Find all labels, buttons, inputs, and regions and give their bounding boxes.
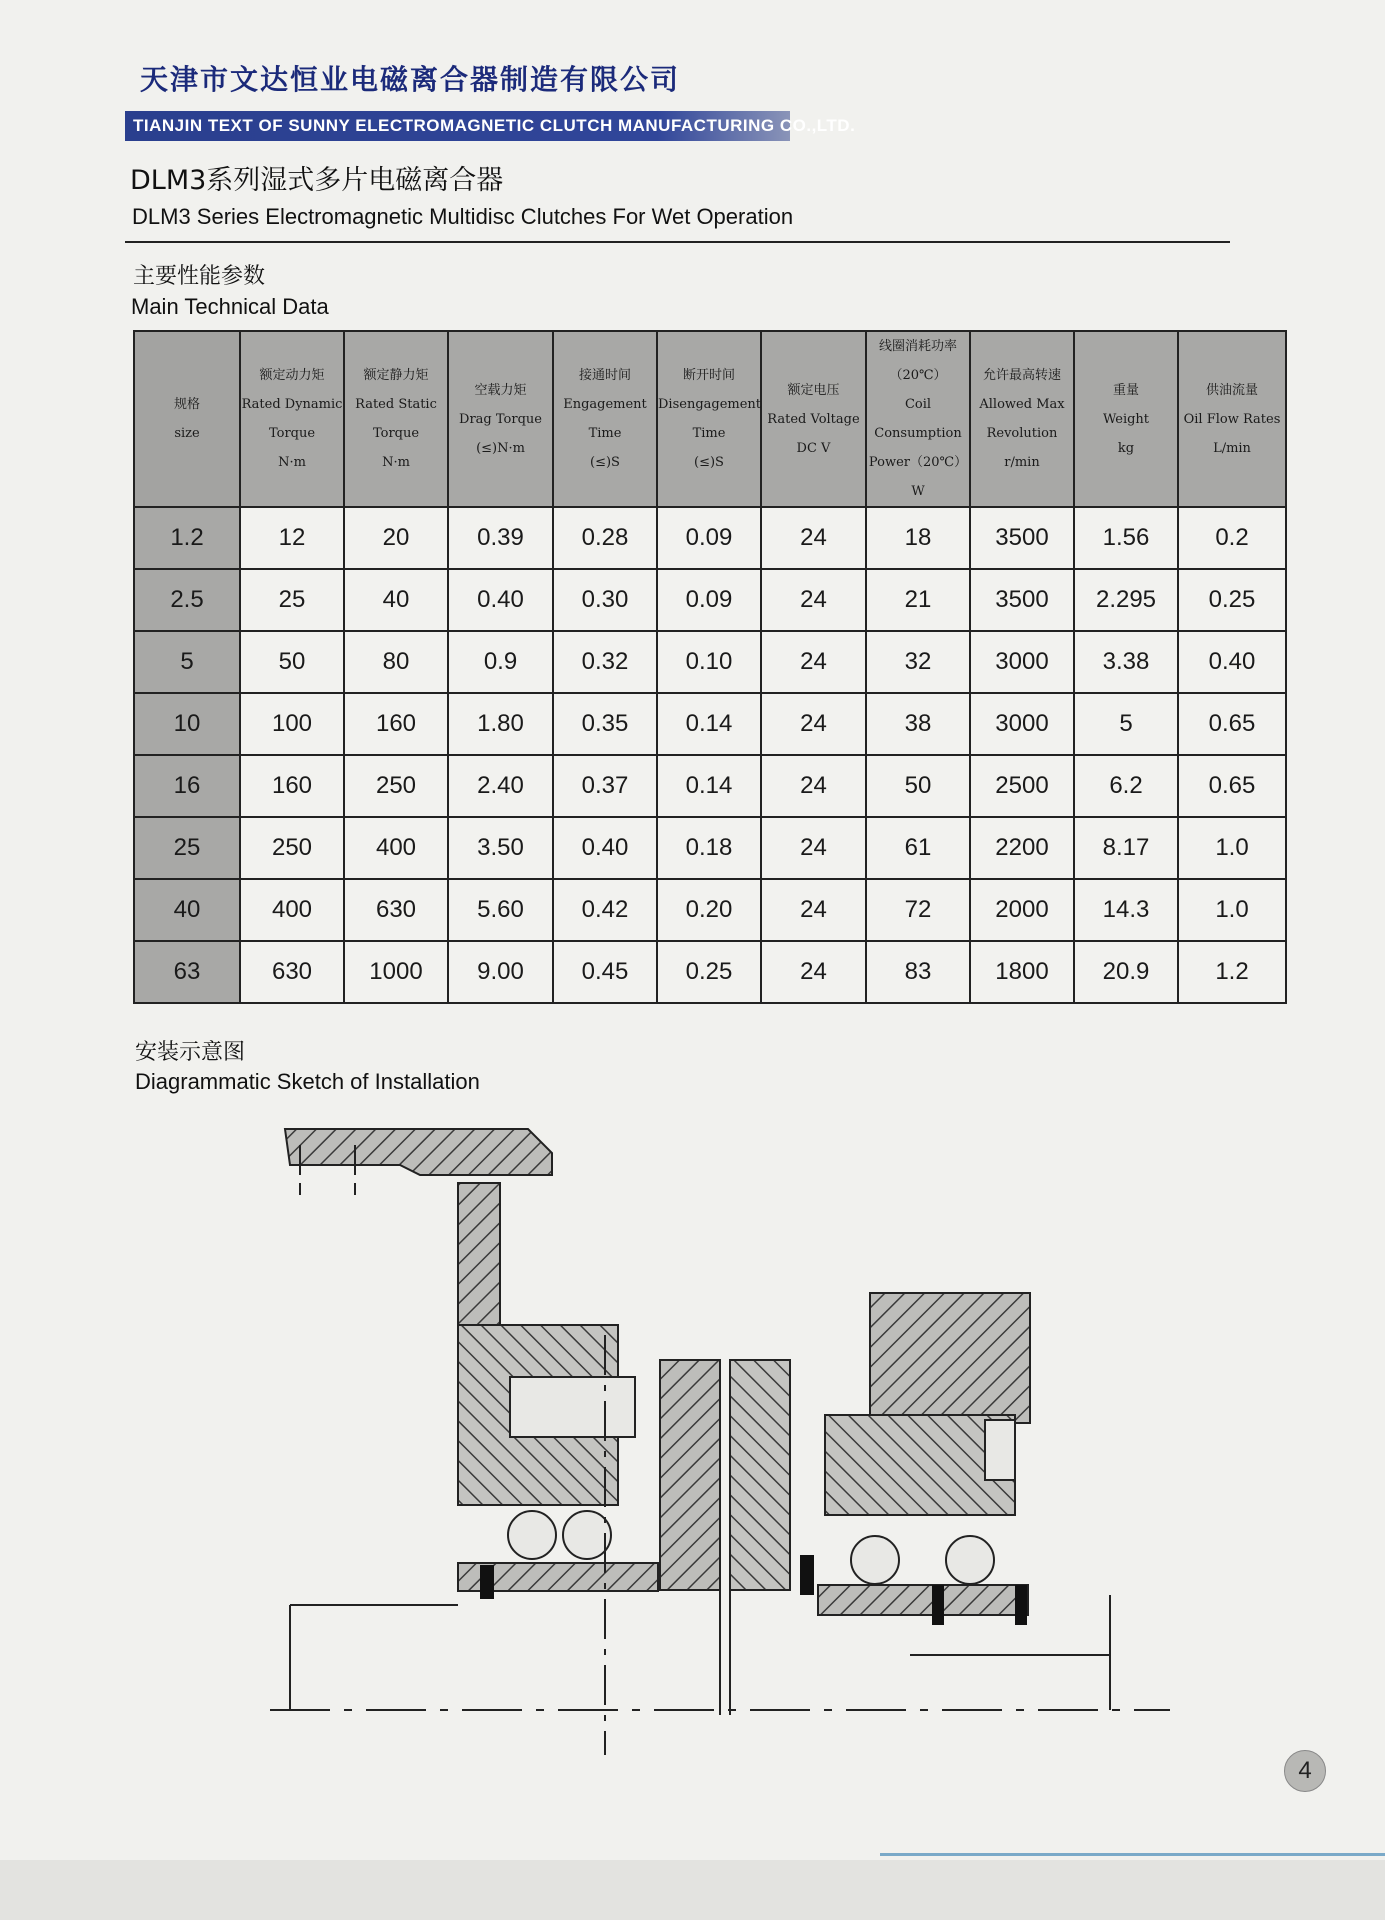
header-unit: DC V <box>796 440 831 456</box>
table-cell: 2000 <box>970 879 1074 941</box>
table-cell: 20.9 <box>1074 941 1178 1003</box>
header-en: Disengagement Time <box>658 397 762 441</box>
table-cell: 1.0 <box>1178 817 1286 879</box>
header-cn: 重量 <box>1112 382 1139 398</box>
header-unit: (≤)S <box>694 455 724 470</box>
table-cell: 61 <box>866 817 970 879</box>
table-cell: 0.25 <box>1178 569 1286 631</box>
table-row <box>134 817 1286 879</box>
header-en: Oil Flow Rates <box>1183 411 1281 427</box>
table-cell: 3500 <box>970 569 1074 631</box>
table-cell: 9.00 <box>448 941 553 1003</box>
table-cell: 40 <box>344 569 448 631</box>
table-cell: 32 <box>866 631 970 693</box>
table-cell: 1800 <box>970 941 1074 1003</box>
table-cell: 14.3 <box>1074 879 1178 941</box>
table-cell: 24 <box>761 817 866 879</box>
table-cell: 5 <box>1074 693 1178 755</box>
installation-heading-en: Diagrammatic Sketch of Installation <box>135 1069 480 1094</box>
table-header-cell <box>134 331 240 507</box>
header-cn: 断开时间 <box>682 368 735 383</box>
header-unit: L/min <box>1213 440 1251 456</box>
header-unit: (≤)N·m <box>476 440 525 456</box>
table-row <box>134 631 1286 693</box>
table-cell: 0.45 <box>553 941 657 1003</box>
header-cn: 规格 <box>173 397 200 412</box>
table-header-cell <box>866 331 970 507</box>
table-cell: 72 <box>866 879 970 941</box>
table-cell: 3.38 <box>1074 631 1178 693</box>
table-cell: 1.56 <box>1074 507 1178 569</box>
table-cell: 12 <box>240 507 344 569</box>
table-header-cell <box>1178 331 1286 507</box>
table-header-cell <box>553 331 657 507</box>
table-cell: 83 <box>866 941 970 1003</box>
header-en: Rated Static Torque <box>355 397 437 441</box>
header-cn: 线圈消耗功率（20℃） <box>878 339 957 383</box>
table-cell: 24 <box>761 631 866 693</box>
table-cell: 6.2 <box>1074 755 1178 817</box>
table-cell: 50 <box>240 631 344 693</box>
table-cell: 0.25 <box>657 941 761 1003</box>
size-cell: 40 <box>134 879 240 941</box>
table-cell: 1.2 <box>1178 941 1286 1003</box>
table-cell: 0.30 <box>553 569 657 631</box>
company-name-cn: 天津市文达恒业电磁离合器制造有限公司 <box>140 63 681 96</box>
header-unit: r/min <box>1004 455 1040 470</box>
table-cell: 0.2 <box>1178 507 1286 569</box>
bottom-band <box>0 1860 1385 1920</box>
size-cell: 1.2 <box>134 507 240 569</box>
table-row <box>134 755 1286 817</box>
header-cn: 额定静力矩 <box>363 368 429 383</box>
table-cell: 0.40 <box>1178 631 1286 693</box>
table-cell: 80 <box>344 631 448 693</box>
table-cell: 160 <box>240 755 344 817</box>
table-cell: 24 <box>761 693 866 755</box>
table-cell: 0.35 <box>553 693 657 755</box>
table-cell: 21 <box>866 569 970 631</box>
table-cell: 25 <box>240 569 344 631</box>
table-cell: 24 <box>761 755 866 817</box>
table-cell: 0.40 <box>553 817 657 879</box>
table-cell: 0.14 <box>657 693 761 755</box>
table-cell: 2.40 <box>448 755 553 817</box>
table-cell: 24 <box>761 879 866 941</box>
disc-pack <box>660 1360 814 1715</box>
table-cell: 3.50 <box>448 817 553 879</box>
table-cell: 400 <box>344 817 448 879</box>
header-unit: kg <box>1117 440 1135 456</box>
table-cell: 630 <box>240 941 344 1003</box>
table-cell: 1000 <box>344 941 448 1003</box>
size-cell: 63 <box>134 941 240 1003</box>
header-cn: 额定动力矩 <box>259 368 325 383</box>
table-cell: 250 <box>240 817 344 879</box>
header-en: Drag Torque <box>459 411 542 427</box>
table-row <box>134 879 1286 941</box>
header-en: Rated Dynamic Torque <box>241 397 343 441</box>
table-header-row <box>134 331 1286 507</box>
table-row <box>134 693 1286 755</box>
page-number-badge: 4 <box>1284 1750 1326 1792</box>
table-cell: 250 <box>344 755 448 817</box>
installation-heading-cn: 安装示意图 <box>135 1040 246 1065</box>
header-en: Engagement Time <box>563 397 647 441</box>
technical-data-table <box>133 330 1287 1004</box>
table-cell: 24 <box>761 941 866 1003</box>
table-cell: 100 <box>240 693 344 755</box>
table-header-cell <box>761 331 866 507</box>
table-header-cell <box>240 331 344 507</box>
table-cell: 2.295 <box>1074 569 1178 631</box>
header-unit: N·m <box>278 455 306 470</box>
table-header-cell <box>657 331 761 507</box>
installation-sketch <box>270 1115 1190 1775</box>
size-cell: 16 <box>134 755 240 817</box>
section-heading-cn: 主要性能参数 <box>133 264 266 289</box>
header-en: Allowed Max Revolution <box>979 397 1065 441</box>
table-cell: 0.09 <box>657 569 761 631</box>
company-name-en: TIANJIN TEXT OF SUNNY ELECTROMAGNETIC CLUTCH MANUFACTURING CO.,LTD. <box>133 116 856 135</box>
table-cell: 0.65 <box>1178 755 1286 817</box>
size-cell: 2.5 <box>134 569 240 631</box>
table-row <box>134 569 1286 631</box>
table-cell: 0.37 <box>553 755 657 817</box>
table-cell: 3500 <box>970 507 1074 569</box>
output-hub <box>818 1293 1030 1625</box>
table-cell: 0.09 <box>657 507 761 569</box>
table-cell: 0.32 <box>553 631 657 693</box>
table-cell: 0.65 <box>1178 693 1286 755</box>
table-cell: 0.20 <box>657 879 761 941</box>
table-cell: 8.17 <box>1074 817 1178 879</box>
table-header-cell <box>1074 331 1178 507</box>
page-title-cn: DLM3系列湿式多片电磁离合器 <box>130 165 504 196</box>
table-cell: 38 <box>866 693 970 755</box>
table-cell: 0.9 <box>448 631 553 693</box>
size-cell: 25 <box>134 817 240 879</box>
section-heading-en: Main Technical Data <box>131 294 329 319</box>
table-cell: 0.18 <box>657 817 761 879</box>
header-cn: 接通时间 <box>578 368 631 383</box>
header-cn: 空载力矩 <box>474 382 527 398</box>
bottom-accent-line <box>880 1853 1385 1856</box>
header-en: Weight <box>1102 411 1150 427</box>
table-row <box>134 507 1286 569</box>
table-cell: 0.14 <box>657 755 761 817</box>
header-unit: (≤)S <box>590 455 620 470</box>
table-cell: 5.60 <box>448 879 553 941</box>
table-cell: 0.39 <box>448 507 553 569</box>
table-cell: 0.42 <box>553 879 657 941</box>
table-cell: 20 <box>344 507 448 569</box>
table-cell: 2500 <box>970 755 1074 817</box>
size-cell: 5 <box>134 631 240 693</box>
header-unit: N·m <box>382 455 410 470</box>
table-header-cell <box>970 331 1074 507</box>
table-cell: 24 <box>761 507 866 569</box>
table-body <box>134 507 1286 1003</box>
table-cell: 0.40 <box>448 569 553 631</box>
header-cn: 额定电压 <box>787 382 840 398</box>
table-cell: 3000 <box>970 631 1074 693</box>
table-cell: 1.0 <box>1178 879 1286 941</box>
table-cell: 1.80 <box>448 693 553 755</box>
table-cell: 3000 <box>970 693 1074 755</box>
table-cell: 0.28 <box>553 507 657 569</box>
table-header-cell <box>344 331 448 507</box>
page-title-en: DLM3 Series Electromagnetic Multidisc Clutches For Wet Operation <box>132 204 794 229</box>
table-cell: 24 <box>761 569 866 631</box>
clutch-body <box>458 1325 658 1599</box>
title-divider <box>125 241 1230 243</box>
table-header-cell <box>448 331 553 507</box>
table-row <box>134 941 1286 1003</box>
header-cn: 允许最高转速 <box>982 368 1061 383</box>
table-cell: 400 <box>240 879 344 941</box>
table-cell: 50 <box>866 755 970 817</box>
size-cell: 10 <box>134 693 240 755</box>
header-unit: W <box>911 484 925 499</box>
table-cell: 160 <box>344 693 448 755</box>
header-en: size <box>174 426 200 441</box>
table-cell: 0.10 <box>657 631 761 693</box>
header-en: Coil Consumption Power（20℃） <box>868 397 968 470</box>
table-cell: 18 <box>866 507 970 569</box>
header-en: Rated Voltage <box>767 411 860 427</box>
header-cn: 供油流量 <box>1205 382 1258 398</box>
table-cell: 2200 <box>970 817 1074 879</box>
table-cell: 630 <box>344 879 448 941</box>
